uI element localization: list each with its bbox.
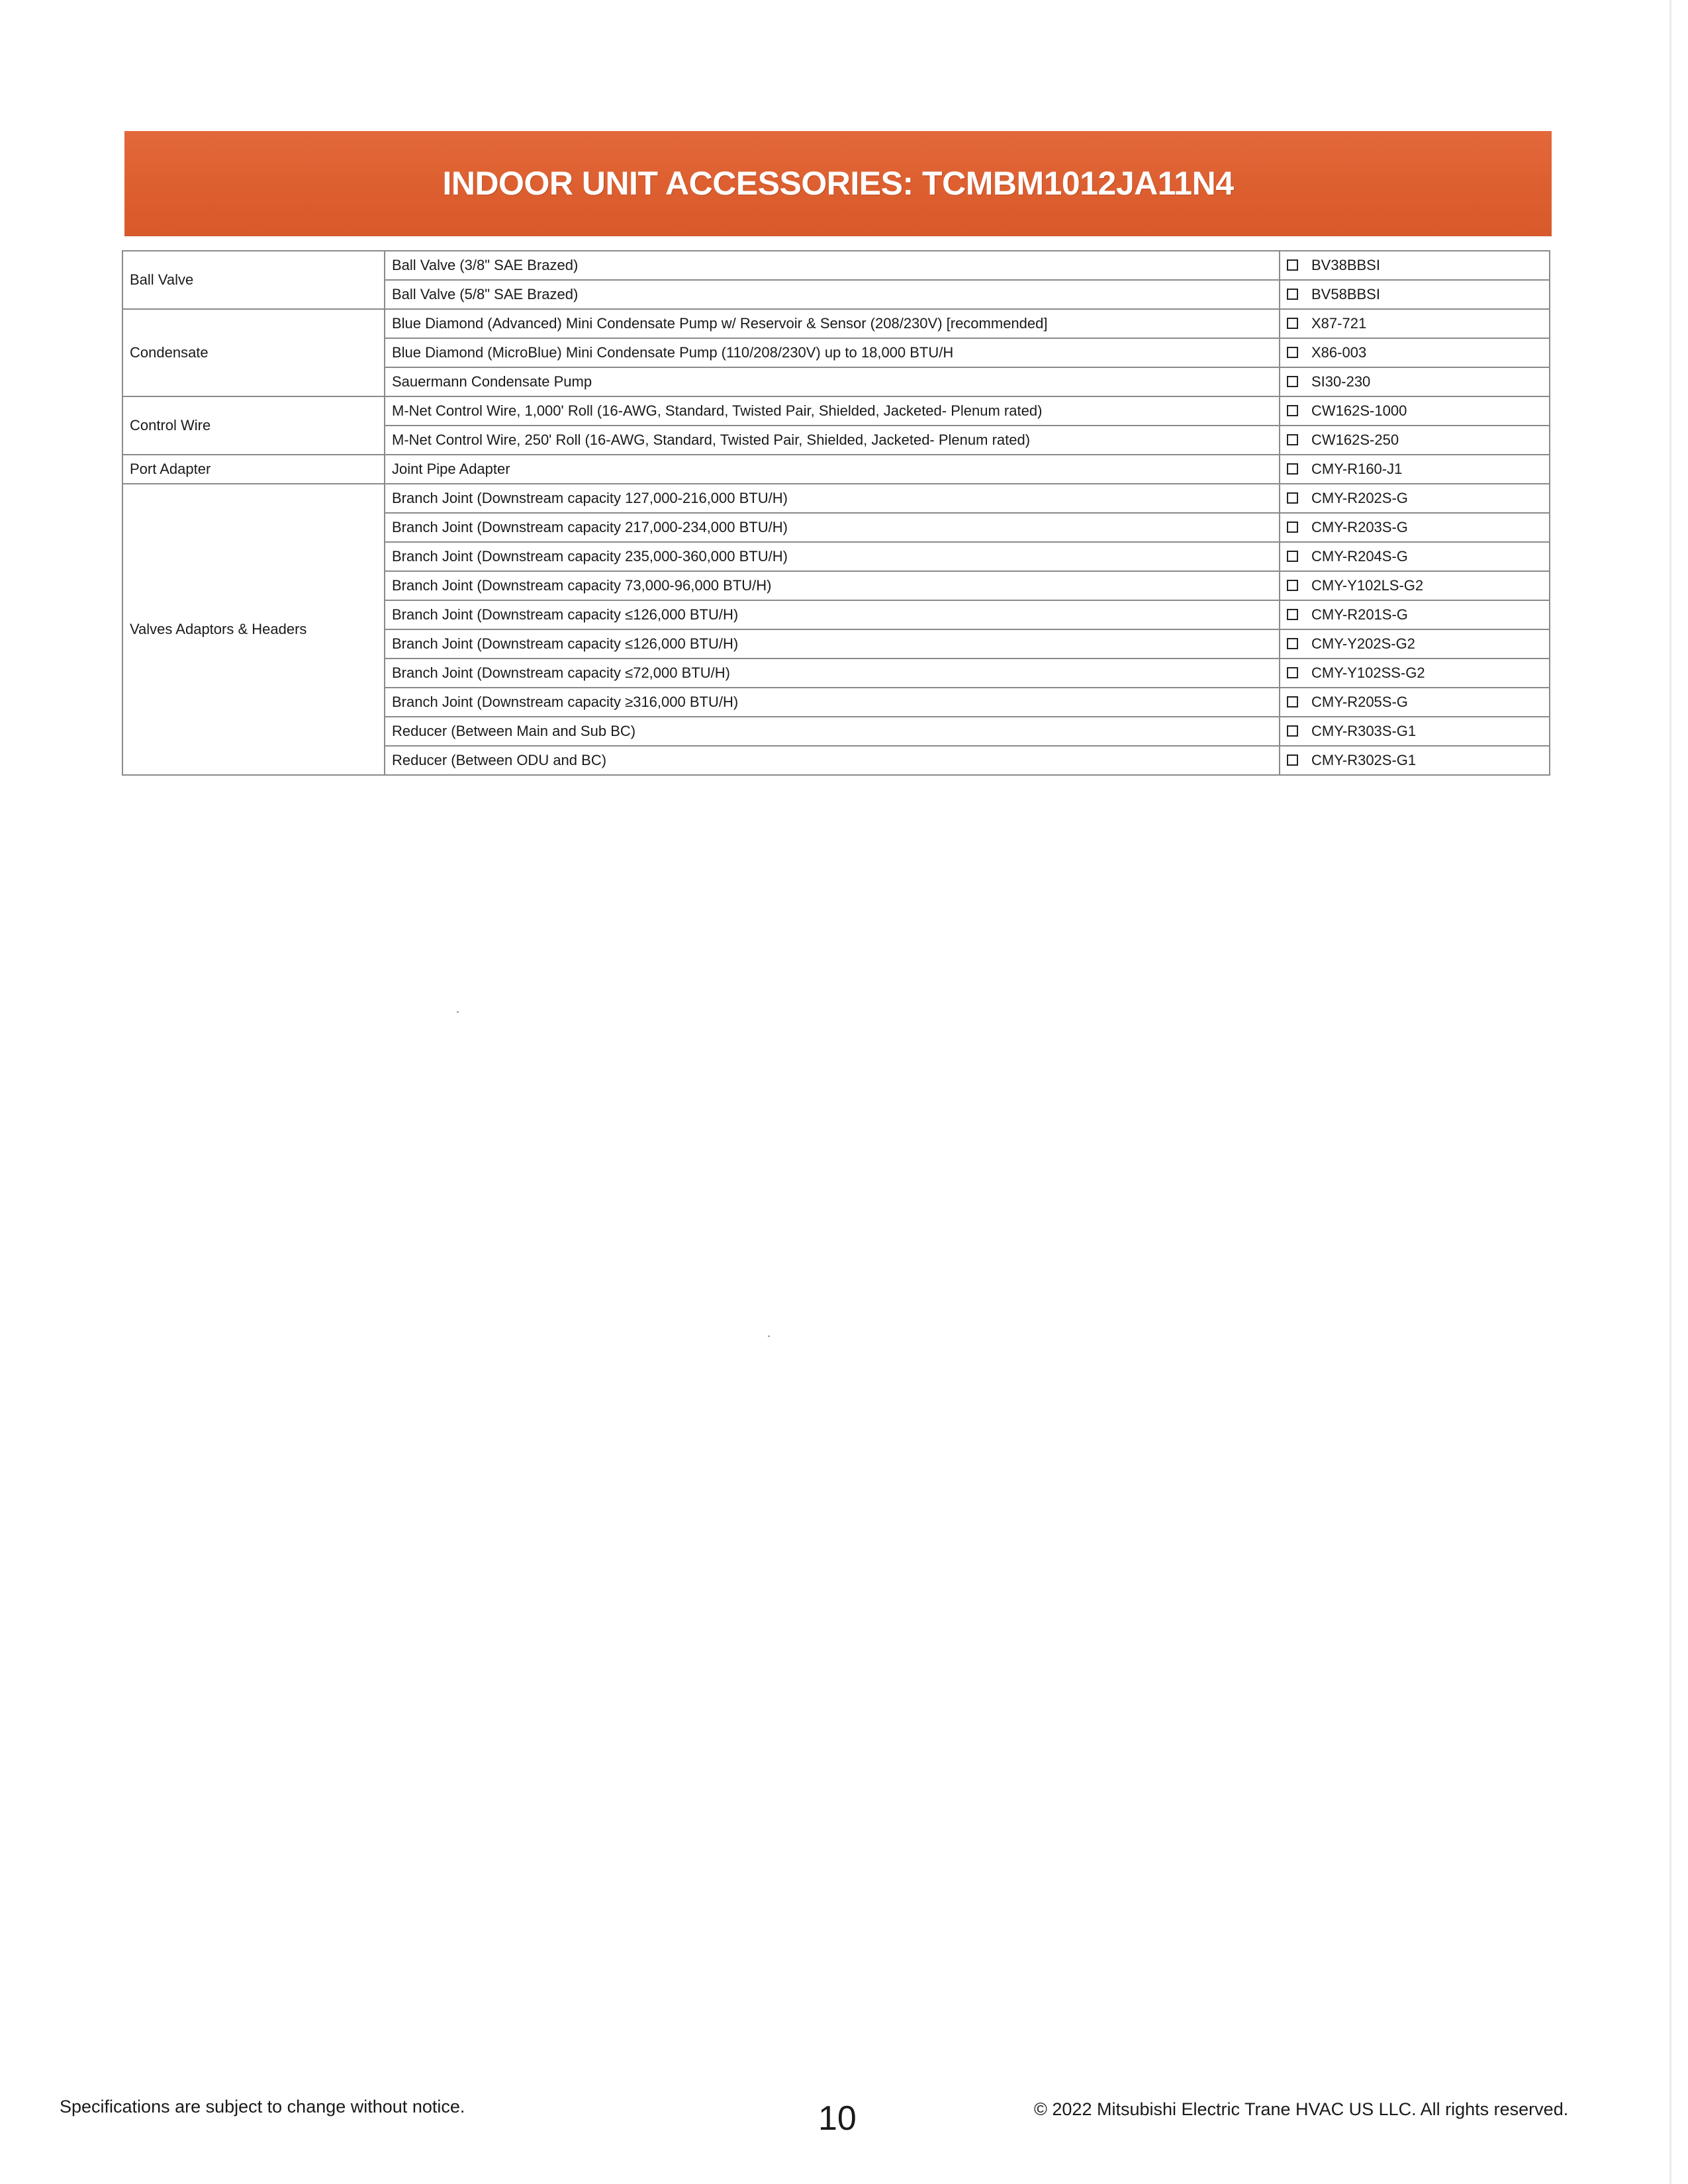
table-row [122, 484, 1550, 513]
footer-disclaimer: Specifications are subject to change without notice. [60, 2097, 465, 2116]
description-cell: Branch Joint (Downstream capacity ≥316,000 BTU/H) [385, 688, 1280, 717]
part-number: SI30-230 [1311, 373, 1371, 390]
category-cell: Control Wire [122, 396, 385, 455]
table-row [122, 455, 1550, 484]
part-number-cell [1280, 251, 1550, 280]
checkbox-icon[interactable] [1287, 347, 1298, 358]
part-number: CMY-R203S-G [1311, 519, 1408, 535]
title-banner [124, 131, 1552, 236]
description-cell: Branch Joint (Downstream capacity ≤126,000 BTU/H) [385, 600, 1280, 629]
part-number-cell [1280, 426, 1550, 455]
part-number: CMY-R303S-G1 [1311, 723, 1417, 739]
checkbox-icon[interactable] [1287, 696, 1298, 707]
part-number: CMY-Y102SS-G2 [1311, 664, 1425, 681]
checkbox-icon[interactable] [1287, 492, 1298, 504]
part-number: CMY-R204S-G [1311, 548, 1408, 565]
part-number: CMY-R205S-G [1311, 694, 1408, 710]
description-cell: Blue Diamond (Advanced) Mini Condensate Pump w/ Reservoir & Sensor (208/230V) [recommended] [385, 309, 1280, 338]
description-cell: Branch Joint (Downstream capacity 235,000-360,000 BTU/H) [385, 542, 1280, 571]
page-title: INDOOR UNIT ACCESSORIES: TCMBM1012JA11N4 [442, 165, 1234, 202]
part-number: CW162S-1000 [1311, 402, 1407, 419]
checkbox-icon[interactable] [1287, 551, 1298, 562]
part-number: BV38BBSI [1311, 257, 1380, 273]
part-number-cell [1280, 309, 1550, 338]
description-cell: Reducer (Between ODU and BC) [385, 746, 1280, 775]
part-number-cell [1280, 338, 1550, 367]
part-number-cell [1280, 455, 1550, 484]
part-number-cell [1280, 688, 1550, 717]
part-number: X87-721 [1311, 315, 1367, 332]
checkbox-icon[interactable] [1287, 609, 1298, 620]
description-cell: Branch Joint (Downstream capacity ≤126,000 BTU/H) [385, 629, 1280, 659]
description-cell: Joint Pipe Adapter [385, 455, 1280, 484]
description-cell: Ball Valve (3/8" SAE Brazed) [385, 251, 1280, 280]
checkbox-icon[interactable] [1287, 725, 1298, 737]
part-number: CMY-R302S-G1 [1311, 752, 1417, 768]
part-number: X86-003 [1311, 344, 1367, 361]
table-row [122, 309, 1550, 338]
page-number: 10 [818, 2099, 857, 2138]
part-number-cell [1280, 484, 1550, 513]
part-number-cell [1280, 396, 1550, 426]
description-cell: Ball Valve (5/8" SAE Brazed) [385, 280, 1280, 309]
footer-copyright: © 2022 Mitsubishi Electric Trane HVAC US LLC. All rights reserved. [1034, 2099, 1569, 2119]
part-number-cell [1280, 542, 1550, 571]
checkbox-icon[interactable] [1287, 638, 1298, 649]
part-number-cell [1280, 513, 1550, 542]
part-number: CMY-Y102LS-G2 [1311, 577, 1424, 594]
part-number-cell [1280, 280, 1550, 309]
part-number-cell [1280, 746, 1550, 775]
part-number: CMY-R160-J1 [1311, 461, 1403, 477]
accessories-table [122, 250, 1550, 776]
checkbox-icon[interactable] [1287, 754, 1298, 766]
description-cell: Branch Joint (Downstream capacity 127,000-216,000 BTU/H) [385, 484, 1280, 513]
checkbox-icon[interactable] [1287, 522, 1298, 533]
description-cell: Branch Joint (Downstream capacity ≤72,000 BTU/H) [385, 659, 1280, 688]
category-cell: Valves Adaptors & Headers [122, 484, 385, 775]
description-cell: Branch Joint (Downstream capacity 73,000-96,000 BTU/H) [385, 571, 1280, 600]
part-number-cell [1280, 571, 1550, 600]
category-cell: Ball Valve [122, 251, 385, 309]
part-number-cell [1280, 717, 1550, 746]
part-number-cell [1280, 367, 1550, 396]
description-cell: Blue Diamond (MicroBlue) Mini Condensate Pump (110/208/230V) up to 18,000 BTU/H [385, 338, 1280, 367]
part-number: CW162S-250 [1311, 432, 1399, 448]
checkbox-icon[interactable] [1287, 289, 1298, 300]
checkbox-icon[interactable] [1287, 259, 1298, 271]
category-cell: Condensate [122, 309, 385, 396]
description-cell: M-Net Control Wire, 250' Roll (16-AWG, Standard, Twisted Pair, Shielded, Jacketed- Plenum rated) [385, 426, 1280, 455]
category-cell: Port Adapter [122, 455, 385, 484]
part-number-cell [1280, 629, 1550, 659]
part-number: CMY-Y202S-G2 [1311, 635, 1415, 652]
page-edge-shadow [1669, 0, 1671, 2184]
part-number: CMY-R201S-G [1311, 606, 1408, 623]
checkbox-icon[interactable] [1287, 463, 1298, 475]
table-row [122, 396, 1550, 426]
checkbox-icon[interactable] [1287, 318, 1298, 329]
checkbox-icon[interactable] [1287, 667, 1298, 678]
table-row [122, 251, 1550, 280]
accessories-table-body [122, 251, 1550, 775]
checkbox-icon[interactable] [1287, 376, 1298, 387]
part-number-cell [1280, 659, 1550, 688]
description-cell: Branch Joint (Downstream capacity 217,000-234,000 BTU/H) [385, 513, 1280, 542]
checkbox-icon[interactable] [1287, 580, 1298, 591]
checkbox-icon[interactable] [1287, 405, 1298, 416]
part-number: CMY-R202S-G [1311, 490, 1408, 506]
part-number-cell [1280, 600, 1550, 629]
description-cell: Reducer (Between Main and Sub BC) [385, 717, 1280, 746]
part-number: BV58BBSI [1311, 286, 1380, 302]
description-cell: M-Net Control Wire, 1,000' Roll (16-AWG, Standard, Twisted Pair, Shielded, Jacketed- Plenum rated) [385, 396, 1280, 426]
scan-speck [768, 1336, 770, 1337]
checkbox-icon[interactable] [1287, 434, 1298, 445]
scan-speck [457, 1011, 459, 1013]
description-cell: Sauermann Condensate Pump [385, 367, 1280, 396]
